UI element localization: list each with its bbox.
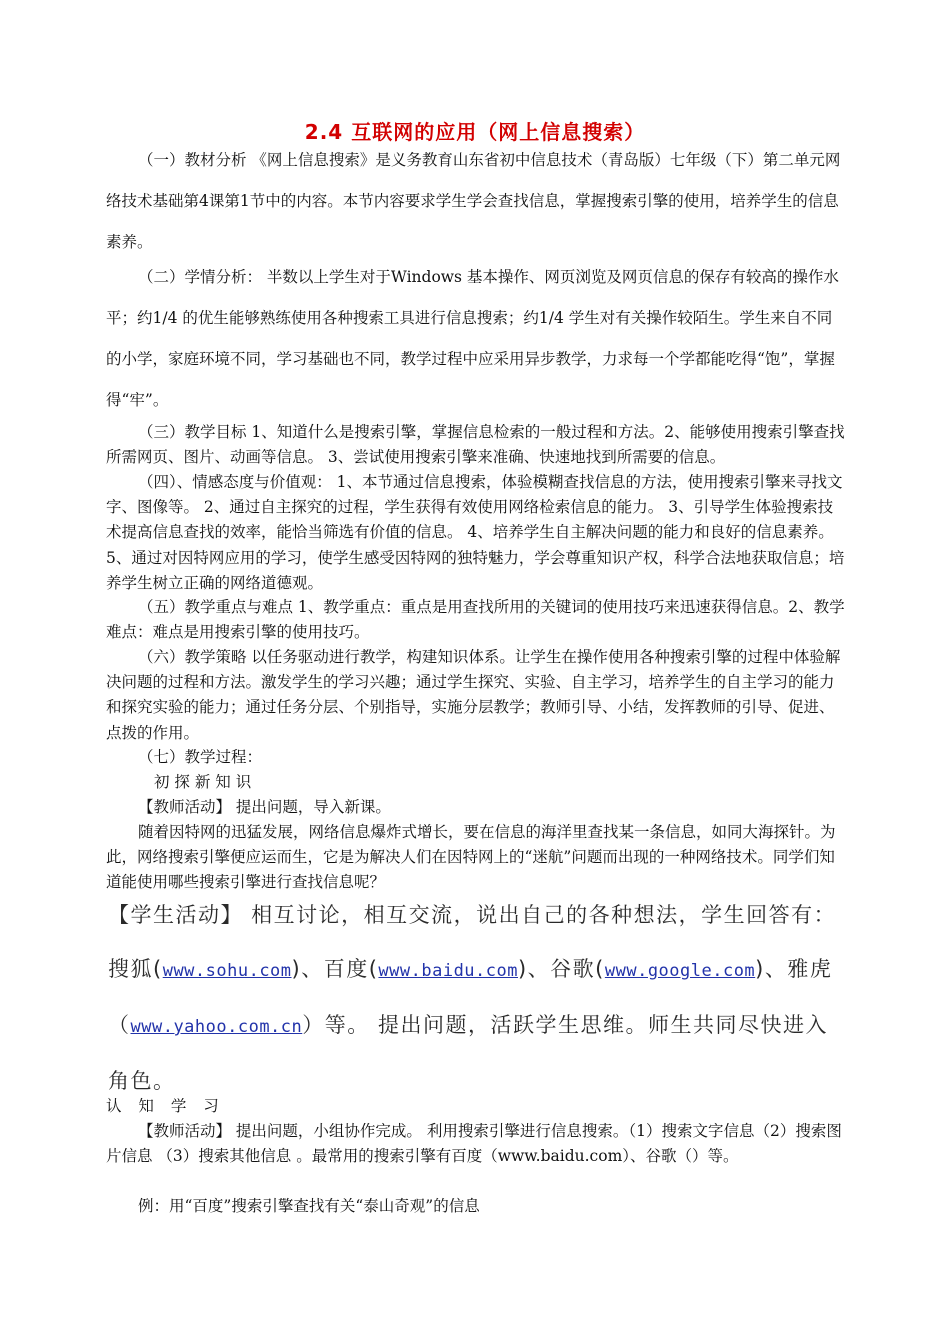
paragraph-textbook-analysis: （一）教材分析 《网上信息搜索》是义务教育山东省初中信息技术（青岛版）七年级（下）第二单元网络技术基础第4课第1节中的内容。本节内容要求学生学会查找信息，掌握搜索引擎的使用，培养学生的信息素养。 — [106, 151, 841, 251]
paragraph-key-points: （五）教学重点与难点 1、教学重点：重点是用查找所用的关键词的使用技巧来迅速获得信息。2、教学难点：难点是用搜索引擎的使用技巧。 — [106, 598, 845, 642]
hw-text-3: )、谷歌( — [517, 957, 605, 981]
subheading-cognitive-learning: 认 知 学 习 — [106, 1097, 225, 1115]
link-baidu[interactable]: www.baidu.com — [378, 961, 518, 981]
paragraph-teaching-process: （七）教学过程： — [138, 748, 263, 766]
hw-text-5: ）等。 提出问题，活跃学生思维。师生共同尽快进入角色。 — [108, 1013, 828, 1093]
paragraph-example: 例：用“百度”搜索引擎查找有关“泰山奇观”的信息 — [138, 1197, 480, 1215]
link-google[interactable]: www.google.com — [604, 961, 756, 981]
hw-text-2: )、百度( — [291, 957, 379, 981]
paragraph-attitude-values: （四）、情感态度与价值观： 1、本节通过信息搜索，体验模糊查找信息的方法，使用搜索引擎来寻找文字、图像等。 2、通过自主探究的过程，学生获得有效使用网络检索信息的能力。 3、引导学生体验搜索技术提高信息查找的效率，能恰当筛选有价值的信息。 4、培养学生自主解决问题的能力和良好的信息素养。5、通过对因特网应用的学习，使学生感受因特网的独特魅力，学会尊重知识产权，科学合法地获取信息；培养学生树立正确的网络道德观。 — [106, 473, 845, 592]
paragraph-teacher-activity-1: 【教师活动】 提出问题，导入新课。 — [138, 798, 391, 816]
document-title: 2.4 互联网的应用（网上信息搜索） — [304, 120, 646, 144]
paragraph-student-analysis: （二）学情分析： 半数以上学生对于Windows 基本操作、网页浏览及网页信息的保存有较高的操作水平；约1/4 的优生能够熟练使用各种搜索工具进行信息搜索；约1/4 学生对有关操作较陌生。学生来自不同的小学，家庭环境不同，学习基础也不同，教学过程中应采用异步教学，力求每一个学都能吃得“饱”，掌握得“牢”。 — [106, 268, 839, 409]
student-activity-image-text — [108, 888, 843, 1108]
paragraph-teaching-goals: （三）教学目标 1、知道什么是搜索引擎，掌握信息检索的一般过程和方法。2、能够使用搜索引擎查找所需网页、图片、动画等信息。 3、尝试使用搜索引擎来准确、快速地找到所需要的信息。 — [106, 423, 845, 467]
paragraph-teaching-strategy: （六）教学策略 以任务驱动进行教学，构建知识体系。让学生在操作使用各种搜索引擎的过程中体验解决问题的过程和方法。激发学生的学习兴趣；通过学生探究、实验、自主学习，培养学生的自主学习的能力和探究实验的能力；通过任务分层、个别指导，实施分层教学；教师引导、小结，发挥教师的引导、促进、点拨的作用。 — [106, 648, 841, 742]
paragraph-teacher-activity-2: 【教师活动】 提出问题，小组协作完成。 利用搜索引擎进行信息搜索。（1）搜索文字信息（2）搜索图片信息 （3）搜索其他信息 。最常用的搜索引擎有百度（www.baidu.com）、谷歌（）等。 — [106, 1122, 842, 1166]
link-yahoo[interactable]: www.yahoo.com.cn — [130, 1017, 303, 1037]
subheading-explore: 初 探 新 知 识 — [154, 773, 252, 791]
paragraph-introduction: 随着因特网的迅猛发展，网络信息爆炸式增长，要在信息的海洋里查找某一条信息，如同大海探针。为此，网络搜索引擎便应运而生，它是为解决人们在因特网上的“迷航”问题而出现的一种网络技术。同学们知道能使用哪些搜索引擎进行查找信息呢？ — [106, 823, 836, 892]
hw-text-1: 【学生活动】 相互讨论，相互交流，说出自己的各种想法，学生回答有：搜狐( — [108, 903, 837, 981]
hw-text-4: )、雅虎（ — [108, 957, 833, 1037]
link-sohu[interactable]: www.sohu.com — [162, 961, 292, 981]
